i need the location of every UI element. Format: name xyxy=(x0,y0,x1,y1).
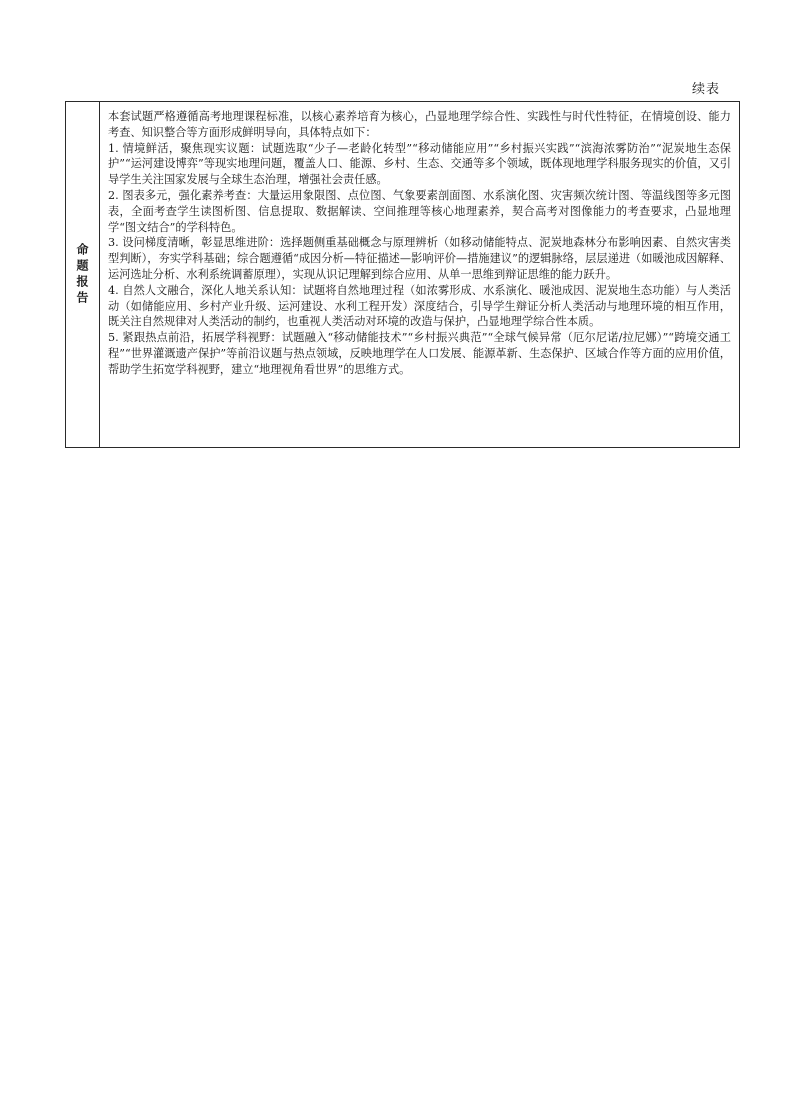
row-label: 命题报告 xyxy=(75,242,89,307)
report-table xyxy=(65,101,740,448)
point-5-paragraph: 5. 紧跟热点前沿，拓展学科视野：试题融入“移动储能技术”“乡村振兴典范”“全球气候异常（厄尔尼诺/拉尼娜）”“跨境交通工程”“世界灌溉遗产保护”等前沿议题与热点领域，反映地理学在人口发展、能源革新、生态保护、区域合作等方面的应用价值，帮助学生拓宽学科视野，建立“地理视角看世界”的思维方式。 xyxy=(108,331,731,376)
content-cell xyxy=(100,102,739,447)
point-3-paragraph: 3. 设问梯度清晰，彰显思维进阶：选择题侧重基础概念与原理辨析（如移动储能特点、泥炭地森林分布影响因素、自然灾害类型判断），夯实学科基础；综合题遵循“成因分析—特征描述—影响评价—措施建议”的逻辑脉络，层层递进（如暖池成因解释、运河选址分析、水利系统调蓄原理），实现从识记理解到综合应用、从单一思维到辩证思维的能力跃升。 xyxy=(108,236,731,281)
point-2-paragraph: 2. 图表多元，强化素养考查：大量运用象限图、点位图、气象要素剖面图、水系演化图、灾害频次统计图、等温线图等多元图表，全面考查学生读图析图、信息提取、数据解读、空间推理等核心地理素养，契合高考对图像能力的考查要求，凸显地理学“图文结合”的学科特色。 xyxy=(108,188,731,234)
point-1-paragraph: 1. 情境鲜活，聚焦现实议题：试题选取“少子—老龄化转型”“移动储能应用”“乡村振兴实践”“滨海浓雾防治”“泥炭地生态保护”“运河建设博弈”等现实地理问题，覆盖人口、能源、乡村、生态、交通等多个领域，既体现地理学科服务现实的价值，又引导学生关注国家发展与全球生态治理，增强社会责任感。 xyxy=(108,141,731,187)
continued-label: 续表 xyxy=(692,82,721,97)
intro-paragraph: 本套试题严格遵循高考地理课程标准，以核心素养培育为核心，凸显地理学综合性、实践性与时代性特征，在情境创设、能力考查、知识整合等方面形成鲜明导向，具体特点如下： xyxy=(108,110,731,139)
point-4-paragraph: 4. 自然人文融合，深化人地关系认知：试题将自然地理过程（如浓雾形成、水系演化、暖池成因、泥炭地生态功能）与人类活动（如储能应用、乡村产业升级、运河建设、水利工程开发）深度结合，引导学生辩证分析人类活动与地理环境的相互作用，既关注自然规律对人类活动的制约，也重视人类活动对环境的改造与保护，凸显地理学综合性本质。 xyxy=(108,283,731,329)
row-label-cell xyxy=(66,102,100,447)
